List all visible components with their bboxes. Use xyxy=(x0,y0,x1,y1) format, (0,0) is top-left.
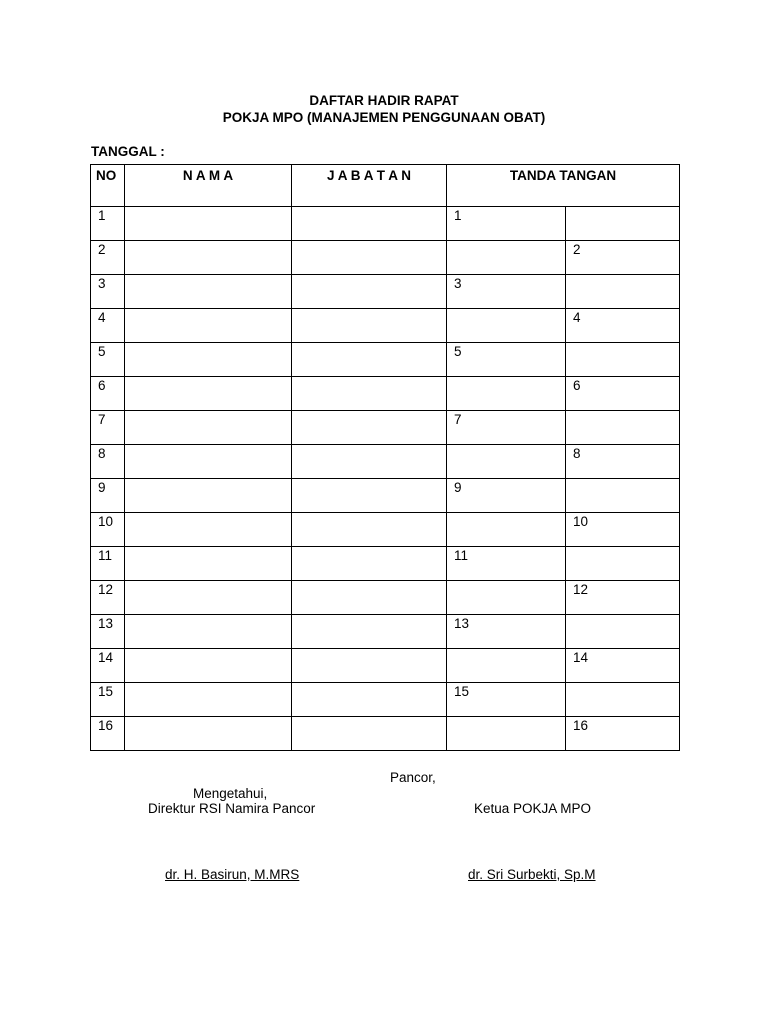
table-row xyxy=(91,309,680,343)
position-cell[interactable] xyxy=(292,649,447,683)
signature-cell-left[interactable]: 9 xyxy=(447,479,566,513)
signature-cell-left[interactable]: 7 xyxy=(447,411,566,445)
position-cell[interactable] xyxy=(292,547,447,581)
name-cell[interactable] xyxy=(125,207,292,241)
column-header-tanda-tangan: TANDA TANGAN xyxy=(447,165,680,207)
row-number: 7 xyxy=(91,411,125,445)
attendance-table xyxy=(90,164,680,751)
row-number: 5 xyxy=(91,343,125,377)
acknowledged-label: Mengetahui, xyxy=(193,786,268,801)
signature-cell-left[interactable] xyxy=(447,309,566,343)
row-number: 6 xyxy=(91,377,125,411)
table-row xyxy=(91,649,680,683)
column-header-jabatan: J A B A T A N xyxy=(292,165,447,207)
table-row xyxy=(91,445,680,479)
table-row xyxy=(91,683,680,717)
name-cell[interactable] xyxy=(125,513,292,547)
table-row xyxy=(91,615,680,649)
signature-cell-right[interactable] xyxy=(566,275,680,309)
director-signatory: dr. H. Basirun, M.MRS xyxy=(165,867,300,882)
signature-cell-left[interactable] xyxy=(447,445,566,479)
signature-cell-left[interactable]: 3 xyxy=(447,275,566,309)
position-cell[interactable] xyxy=(292,411,447,445)
name-cell[interactable] xyxy=(125,581,292,615)
director-title: Direktur RSI Namira Pancor xyxy=(148,801,316,816)
row-number: 13 xyxy=(91,615,125,649)
signature-cell-right[interactable] xyxy=(566,411,680,445)
signature-cell-left[interactable]: 15 xyxy=(447,683,566,717)
name-cell[interactable] xyxy=(125,411,292,445)
signature-cell-right[interactable] xyxy=(566,479,680,513)
position-cell[interactable] xyxy=(292,241,447,275)
signature-cell-left[interactable] xyxy=(447,581,566,615)
signature-cell-left[interactable] xyxy=(447,377,566,411)
signature-cell-right[interactable]: 4 xyxy=(566,309,680,343)
signature-cell-left[interactable] xyxy=(447,649,566,683)
column-header-nama: N A M A xyxy=(125,165,292,207)
signature-cell-right[interactable]: 8 xyxy=(566,445,680,479)
row-number: 15 xyxy=(91,683,125,717)
position-cell[interactable] xyxy=(292,445,447,479)
name-cell[interactable] xyxy=(125,377,292,411)
chair-signatory: dr. Sri Surbekti, Sp.M xyxy=(468,867,596,882)
row-number: 8 xyxy=(91,445,125,479)
table-row xyxy=(91,241,680,275)
position-cell[interactable] xyxy=(292,309,447,343)
name-cell[interactable] xyxy=(125,649,292,683)
table-row xyxy=(91,275,680,309)
signature-cell-right[interactable] xyxy=(566,547,680,581)
name-cell[interactable] xyxy=(125,309,292,343)
signature-cell-right[interactable]: 12 xyxy=(566,581,680,615)
row-number: 3 xyxy=(91,275,125,309)
place-date-line: Pancor, xyxy=(390,770,436,785)
position-cell[interactable] xyxy=(292,275,447,309)
name-cell[interactable] xyxy=(125,275,292,309)
signature-cell-right[interactable] xyxy=(566,683,680,717)
row-number: 11 xyxy=(91,547,125,581)
name-cell[interactable] xyxy=(125,717,292,751)
table-row xyxy=(91,547,680,581)
chair-title: Ketua POKJA MPO xyxy=(474,801,592,816)
table-row xyxy=(91,377,680,411)
row-number: 4 xyxy=(91,309,125,343)
position-cell[interactable] xyxy=(292,207,447,241)
position-cell[interactable] xyxy=(292,343,447,377)
document-title: DAFTAR HADIR RAPAT xyxy=(309,93,459,108)
document-subtitle: POKJA MPO (MANAJEMEN PENGGUNAAN OBAT) xyxy=(222,110,546,125)
row-number: 1 xyxy=(91,207,125,241)
position-cell[interactable] xyxy=(292,479,447,513)
table-row xyxy=(91,343,680,377)
signature-cell-right[interactable]: 16 xyxy=(566,717,680,751)
signature-cell-left[interactable] xyxy=(447,513,566,547)
table-row xyxy=(91,513,680,547)
table-row xyxy=(91,411,680,445)
table-row xyxy=(91,581,680,615)
signature-cell-right[interactable]: 2 xyxy=(566,241,680,275)
name-cell[interactable] xyxy=(125,445,292,479)
signature-cell-left[interactable]: 5 xyxy=(447,343,566,377)
signature-cell-right[interactable]: 14 xyxy=(566,649,680,683)
signature-cell-left[interactable] xyxy=(447,717,566,751)
signature-cell-right[interactable] xyxy=(566,615,680,649)
name-cell[interactable] xyxy=(125,479,292,513)
row-number: 12 xyxy=(91,581,125,615)
position-cell[interactable] xyxy=(292,717,447,751)
name-cell[interactable] xyxy=(125,241,292,275)
name-cell[interactable] xyxy=(125,683,292,717)
position-cell[interactable] xyxy=(292,513,447,547)
position-cell[interactable] xyxy=(292,683,447,717)
table-row xyxy=(91,479,680,513)
signature-cell-right[interactable] xyxy=(566,207,680,241)
signature-cell-left[interactable] xyxy=(447,241,566,275)
column-header-no: NO xyxy=(91,165,125,207)
row-number: 16 xyxy=(91,717,125,751)
signature-cell-left[interactable]: 1 xyxy=(447,207,566,241)
row-number: 10 xyxy=(91,513,125,547)
position-cell[interactable] xyxy=(292,377,447,411)
row-number: 9 xyxy=(91,479,125,513)
position-cell[interactable] xyxy=(292,581,447,615)
position-cell[interactable] xyxy=(292,615,447,649)
row-number: 14 xyxy=(91,649,125,683)
signature-cell-left[interactable]: 11 xyxy=(447,547,566,581)
name-cell[interactable] xyxy=(125,615,292,649)
row-number: 2 xyxy=(91,241,125,275)
name-cell[interactable] xyxy=(125,547,292,581)
date-label: TANGGAL : xyxy=(91,144,165,159)
signature-cell-right[interactable]: 10 xyxy=(566,513,680,547)
signature-cell-right[interactable]: 6 xyxy=(566,377,680,411)
name-cell[interactable] xyxy=(125,343,292,377)
table-header-row xyxy=(91,165,680,207)
table-row xyxy=(91,207,680,241)
signature-cell-right[interactable] xyxy=(566,343,680,377)
signature-cell-left[interactable]: 13 xyxy=(447,615,566,649)
table-row xyxy=(91,717,680,751)
